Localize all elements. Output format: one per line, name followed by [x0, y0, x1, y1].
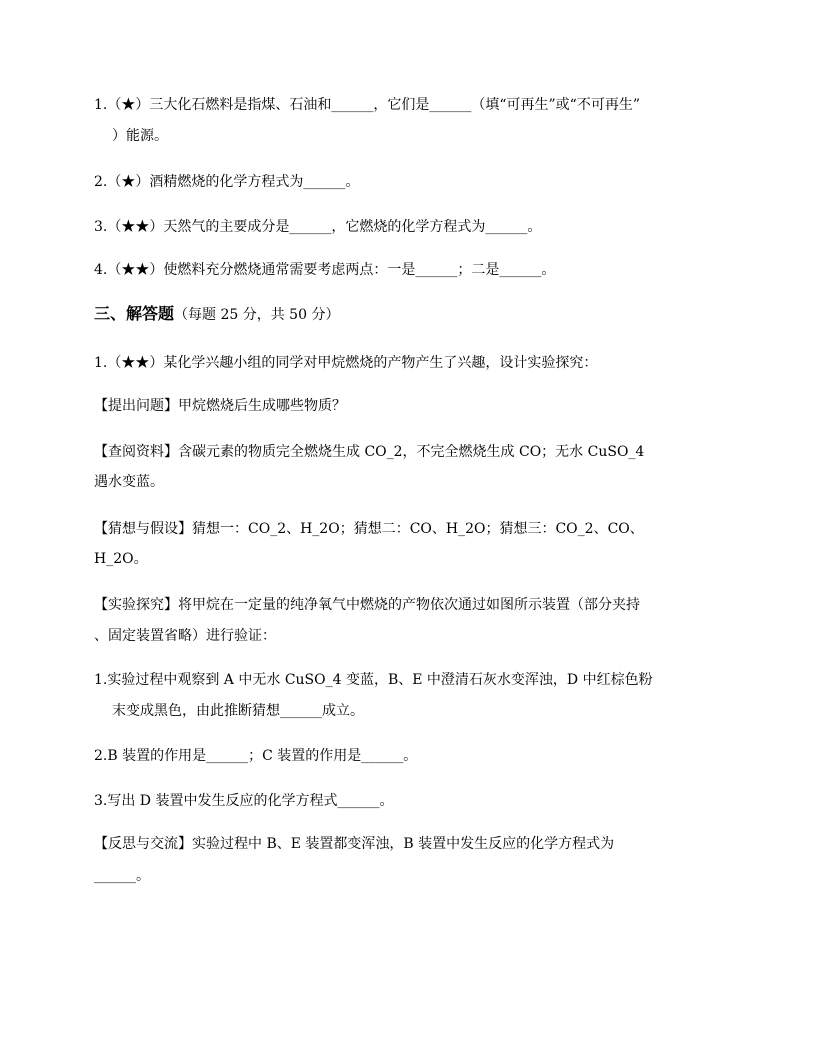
experiment-line-1: 【实验探究】将甲烷在一定量的纯净氧气中燃烧的产物依次通过如图所示装置（部分夹持 [94, 597, 640, 613]
fill-question-2: 2.（★）酒精燃烧的化学方程式为______。 [94, 174, 360, 190]
hypothesis-line-2: H_2O。 [94, 551, 148, 567]
problem-question: 【提出问题】甲烷燃烧后生成哪些物质？ [94, 398, 346, 414]
fill-question-3: 3.（★★）天然气的主要成分是______，它燃烧的化学方程式为______。 [94, 219, 542, 235]
section-3-heading [94, 303, 339, 326]
reflection-line-2: ______。 [94, 868, 150, 884]
research-line-1: 【查阅资料】含碳元素的物质完全燃烧生成 CO_2，不完全燃烧生成 CO；无水 CuSO_4 [94, 444, 645, 460]
sub-question-1-line-2: 末变成黑色，由此推断猜想______成立。 [112, 703, 364, 719]
fill-question-4: 4.（★★）使燃料充分燃烧通常需要考虑两点：一是______；二是______。 [94, 262, 556, 278]
problem-intro: 1.（★★）某化学兴趣小组的同学对甲烷燃烧的产物产生了兴趣，设计实验探究： [94, 355, 598, 371]
fill-question-1-line-2: ）能源。 [112, 128, 168, 144]
fill-question-1-line-1: 1.（★）三大化石燃料是指煤、石油和______，它们是______（填“可再生”或“不可再生” [94, 97, 640, 113]
sub-question-2: 2.B 装置的作用是______；C 装置的作用是______。 [94, 748, 418, 764]
experiment-line-2: 、固定装置省略）进行验证： [94, 628, 276, 644]
research-line-2: 遇水变蓝。 [94, 474, 164, 490]
section-3-title: 三、解答题 [94, 304, 175, 323]
sub-question-1-line-1: 1.实验过程中观察到 A 中无水 CuSO_4 变蓝，B、E 中澄清石灰水变浑浊，D 中红棕色粉 [94, 672, 653, 688]
sub-question-3: 3.写出 D 装置中发生反应的化学方程式______。 [94, 793, 394, 809]
reflection-line-1: 【反思与交流】实验过程中 B、E 装置都变浑浊，B 装置中发生反应的化学方程式为 [94, 836, 615, 852]
section-3-score: （每题 25 分，共 50 分） [174, 307, 340, 323]
hypothesis-line-1: 【猜想与假设】猜想一：CO_2、H_2O；猜想二：CO、H_2O；猜想三：CO_2、CO、 [94, 521, 644, 537]
